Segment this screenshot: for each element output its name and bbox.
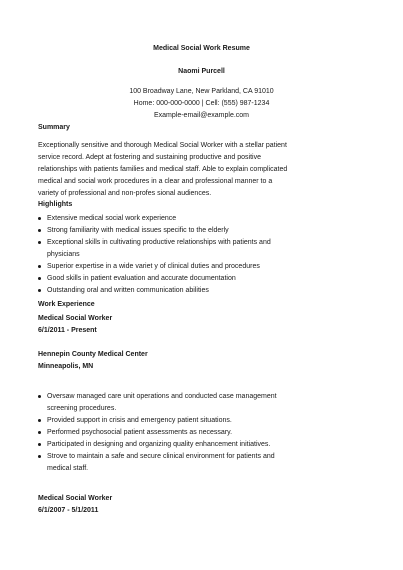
list-item: Strove to maintain a safe and secure clinical environment for patients and medical staff. xyxy=(38,451,278,475)
list-item: Oversaw managed care unit operations and conducted case management screening procedures. xyxy=(38,391,278,415)
bullet-icon xyxy=(38,443,41,446)
bullet-icon xyxy=(38,289,41,292)
bullet-icon xyxy=(38,277,41,280)
list-item: Extensive medical social work experience xyxy=(38,213,278,225)
phone-line: Home: 000-000-0000 | Cell: (555) 987-1234 xyxy=(133,100,270,107)
work-experience-heading: Work Experience xyxy=(38,301,95,308)
email-line: Example-email@example.com xyxy=(153,112,250,119)
job-title: Medical Social Worker xyxy=(38,315,113,322)
list-item: Good skills in patient evaluation and accurate documentation xyxy=(38,273,278,285)
bullet-icon xyxy=(38,455,41,458)
bullet-icon xyxy=(38,419,41,422)
job-employer: Hennepin County Medical Center xyxy=(38,351,148,358)
document-title: Medical Social Work Resume xyxy=(153,45,250,52)
bullet-icon xyxy=(38,265,41,268)
address-line: 100 Broadway Lane, New Parkland, CA 91010 xyxy=(129,88,274,95)
job-location: Minneapolis, MN xyxy=(38,363,94,370)
highlights-list xyxy=(38,213,278,297)
bullet-icon xyxy=(38,217,41,220)
job-duties-list xyxy=(38,391,278,475)
list-item: Strong familiarity with medical issues specific to the elderly xyxy=(38,225,278,237)
summary-text: Exceptionally sensitive and thorough Medical Social Worker with a stellar patient service record. Adept at fostering and sustaining productive and positive relationships with patients families and medical staff. Able to explain complicated medical and social work procedures in a clear and professional manner to a variety of professional and non-profes sional audiences. xyxy=(38,142,288,197)
job-dates: 6/1/2011 - Present xyxy=(38,327,97,334)
summary-heading: Summary xyxy=(38,124,70,131)
bullet-icon xyxy=(38,241,41,244)
list-item: Outstanding oral and written communication abilities xyxy=(38,285,278,297)
bullet-icon xyxy=(38,229,41,232)
highlights-heading: Highlights xyxy=(38,201,73,208)
list-item: Provided support in crisis and emergency patient situations. xyxy=(38,415,278,427)
job-dates: 6/1/2007 - 5/1/2011 xyxy=(38,507,99,514)
candidate-name: Naomi Purcell xyxy=(178,68,225,75)
list-item: Superior expertise in a wide variet y of clinical duties and procedures xyxy=(38,261,278,273)
bullet-icon xyxy=(38,431,41,434)
bullet-icon xyxy=(38,395,41,398)
job-title: Medical Social Worker xyxy=(38,495,113,502)
list-item: Exceptional skills in cultivating productive relationships with patients and physicians xyxy=(38,237,278,261)
list-item: Participated in designing and organizing quality enhancement initiatives. xyxy=(38,439,278,451)
list-item: Performed psychosocial patient assessments as necessary. xyxy=(38,427,278,439)
